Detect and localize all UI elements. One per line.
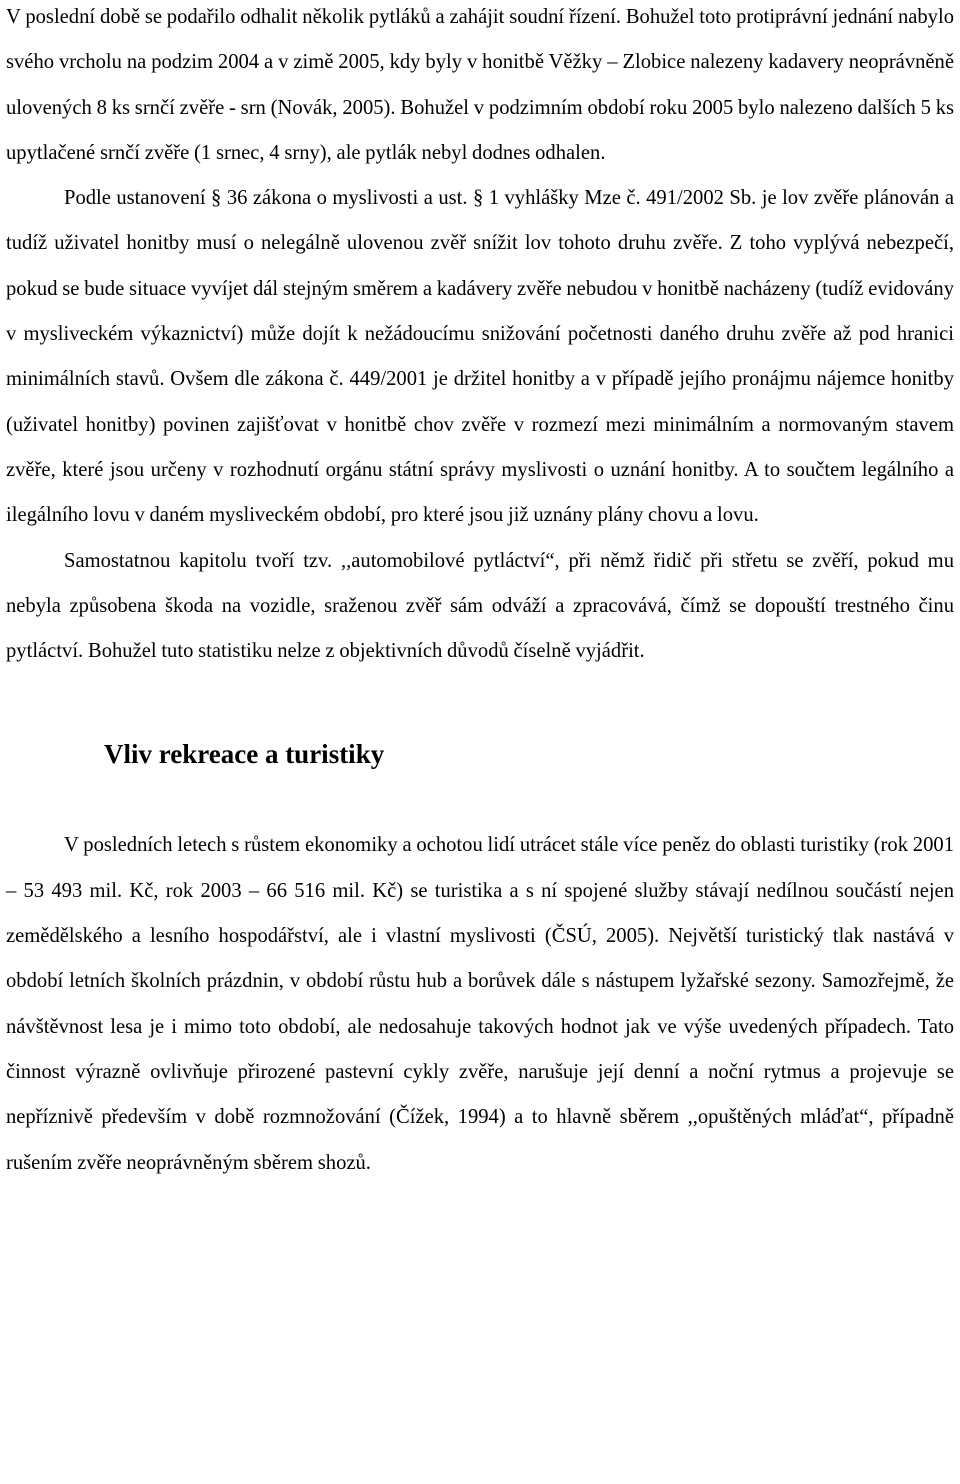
- paragraph-poaching-cases: V poslední době se podařilo odhalit několik pytláků a zahájit soudní řízení. Bohužel toto protiprávní jednání nabylo svého vrcholu na podzim 2004 a v zimě 2005, kdy byly v honitbě Věžky – Zlobice nalezeny kadavery neoprávněně ulovených 8 ks srnčí zvěře - srn (Novák, 2005). Bohužel v podzimním období roku 2005 bylo nalezeno dalších 5 ks upytlačené srnčí zvěře (1 srnec, 4 srny), ale pytlák nebyl dodnes odhalen.: [6, 6, 954, 164]
- paragraph-automobile-poaching: Samostatnou kapitolu tvoří tzv. ,,automobilové pytláctví“, při němž řidič při střetu se zvěří, pokud mu nebyla způsobena škoda na vozidle, sraženou zvěř sám odváží a zpracovává, čímž se dopouští trestného činu pytláctví. Bohužel tuto statistiku nelze z objektivních důvodů číselně vyjádřit.: [6, 549, 954, 663]
- document-page: [6, 0, 954, 1186]
- paragraph-hunting-law: Podle ustanovení § 36 zákona o myslivosti a ust. § 1 vyhlášky Mze č. 491/2002 Sb. je lov zvěře plánován a tudíž uživatel honitby musí o nelegálně ulovenou zvěř snížit lov tohoto druhu zvěře. Z toho vyplývá nebezpečí, pokud se bude situace vyvíjet dál stejným směrem a kadávery zvěře nebudou v honitbě nacházeny (tudíž evidovány v mysliveckém výkaznictví) může dojít k nežádoucímu snižování početnosti daného druhu zvěře až pod hranici minimálních stavů. Ovšem dle zákona č. 449/2001 je držitel honitby a v případě jejího pronájmu nájemce honitby (uživatel honitby) povinen zajišťovat v honitbě chov zvěře v rozmezí mezi minimálním a normovaným stavem zvěře, které jsou určeny v rozhodnutí orgánu státní správy myslivosti o uznání honitby. A to součtem legálního a ilegálního lovu v daném mysliveckém období, pro které jsou již uznány plány chovu a lovu.: [6, 187, 954, 527]
- section-heading: Vliv rekreace a turistiky: [104, 739, 385, 770]
- paragraph-tourism-impact: V posledních letech s růstem ekonomiky a ochotou lidí utrácet stále více peněz do oblasti turistiky (rok 2001 – 53 493 mil. Kč, rok 2003 – 66 516 mil. Kč) se turistika a s ní spojené služby stávají nedílnou součástí nejen zemědělského a lesního hospodářství, ale i vlastní myslivosti (ČSÚ, 2005). Největší turistický tlak nastává v období letních školních prázdnin, v období růstu hub a borůvek dále s nástupem lyžařské sezony. Samozřejmě, že návštěvnost lesa je i mimo toto období, ale nedosahuje takových hodnot jak ve výše uvedených případech. Tato činnost výrazně ovlivňuje přirozené pastevní cykly zvěře, narušuje její denní a noční rytmus a projevuje se nepříznivě především v době rozmnožování (Čížek, 1994) a to hlavně sběrem ,,opuštěných mláďat“, případně rušením zvěře neoprávněným sběrem shozů.: [6, 834, 954, 1174]
